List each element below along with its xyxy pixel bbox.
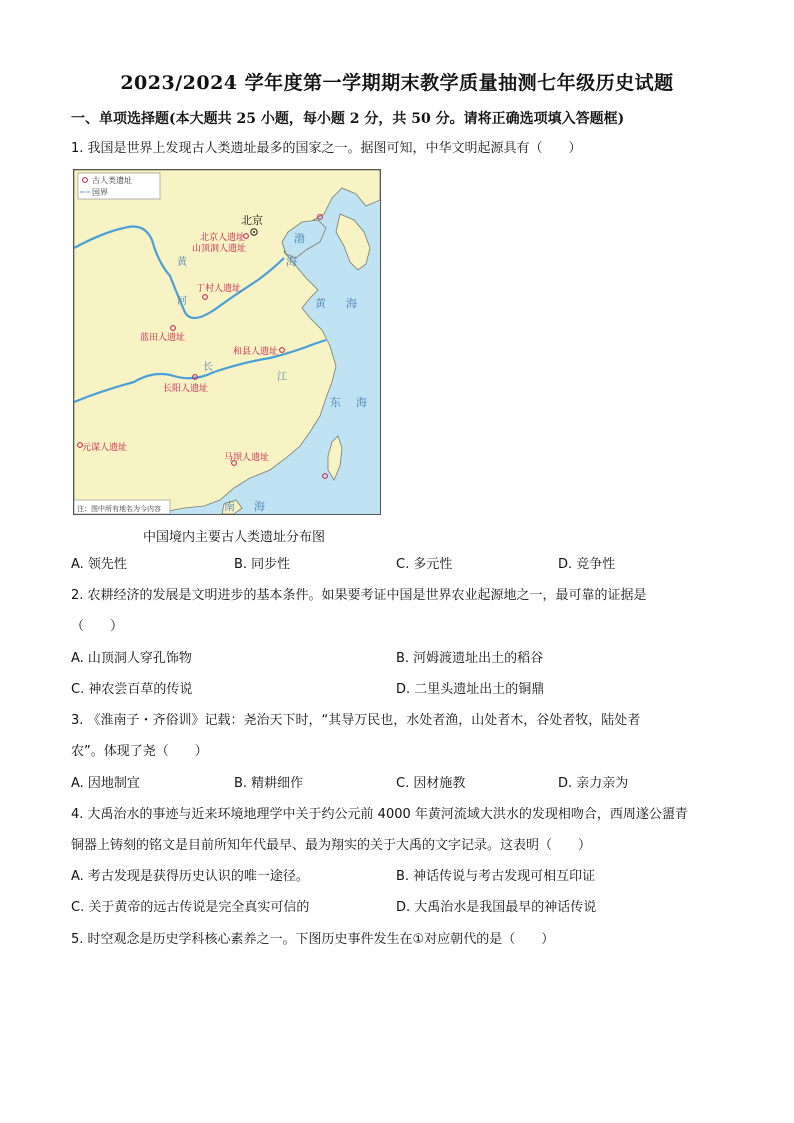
sea-label-yellow-2: 海 xyxy=(346,297,357,310)
q3-stem-cont: 农”。体现了尧（ ） xyxy=(71,744,208,759)
site-label-dingcun: 丁村人遗址 xyxy=(196,284,242,294)
sea-label-south-1: 南 xyxy=(224,500,235,513)
q2-option-d: D. 二里头遗址出土的铜鼎 xyxy=(396,682,545,697)
site-label-changyang: 长阳人遗址 xyxy=(163,384,209,394)
q1-stem: 1. 我国是世界上发现古人类遗址最多的国家之一。据图可知，中华文明起源具有（ ） xyxy=(71,141,582,156)
china-sites-map xyxy=(73,169,381,515)
river-label-huang: 黄 xyxy=(177,257,187,268)
q1-option-a: A. 领先性 xyxy=(71,557,127,572)
q2-option-c: C. 神农尝百草的传说 xyxy=(71,682,193,697)
q2-option-a: A. 山顶洞人穿孔饰物 xyxy=(71,651,192,666)
q2-stem-cont: （ ） xyxy=(71,619,124,634)
site-label-upper-cave: 山顶洞人遗址 xyxy=(192,244,247,254)
section-heading: 一、单项选择题(本大题共 25 小题，每小题 2 分，共 50 分。请将正确选项填入答题框) xyxy=(71,111,625,127)
sea-label-yellow-1: 黄 xyxy=(315,297,326,310)
site-label-hexian: 和县人遗址 xyxy=(233,347,279,357)
q3-stem: 3. 《淮南子・齐俗训》记载：尧治天下时，“其导万民也，水处者渔，山处者木，谷处者牧，陆处者 xyxy=(71,713,641,728)
q3-option-b: B. 精耕细作 xyxy=(234,776,304,791)
sea-label-bohai-hai: 海 xyxy=(286,255,297,268)
q5-stem: 5. 时空观念是历史学科核心素养之一。下图历史事件发生在①对应朝代的是（ ） xyxy=(71,932,555,947)
q4-option-c: C. 关于黄帝的远古传说是完全真实可信的 xyxy=(71,900,310,915)
river-label-chang: 长 xyxy=(203,362,213,373)
site-label-yuanmou: 元谋人遗址 xyxy=(82,443,128,453)
site-label-maba: 马坝人遗址 xyxy=(224,453,270,463)
q3-option-d: D. 亲力亲为 xyxy=(558,776,629,791)
q1-option-c: C. 多元性 xyxy=(396,557,453,572)
q3-option-a: A. 因地制宜 xyxy=(71,776,140,791)
site-label-lantian: 蓝田人遗址 xyxy=(140,333,186,343)
page-title: 2023/2024 学年度第一学期期末教学质量抽测七年级历史试题 xyxy=(120,72,674,94)
map-caption: 中国境内主要古人类遗址分布图 xyxy=(143,530,326,545)
sea-label-south-2: 海 xyxy=(254,500,265,513)
q4-stem-cont: 铜器上铸刻的铭文是目前所知年代最早、最为翔实的关于大禹的文字记录。这表明（ ） xyxy=(71,838,592,853)
q3-option-c: C. 因材施教 xyxy=(396,776,466,791)
river-label-jiang: 江 xyxy=(277,372,287,383)
q1-option-b: B. 同步性 xyxy=(234,557,291,572)
map-note: 注：图中所有地名为今内容 xyxy=(77,505,161,513)
q2-option-b: B. 河姆渡遗址出土的稻谷 xyxy=(396,651,544,666)
q1-option-d: D. 竞争性 xyxy=(558,557,616,572)
site-label-beijing-man: 北京人遗址 xyxy=(200,233,246,243)
q4-option-a: A. 考古发现是获得历史认识的唯一途径。 xyxy=(71,869,309,884)
q4-option-d: D. 大禹治水是我国最早的神话传说 xyxy=(396,900,597,915)
q2-stem: 2. 农耕经济的发展是文明进步的基本条件。如果要考证中国是世界农业起源地之一，最可靠的证据是 xyxy=(71,588,647,603)
river-label-he: 河 xyxy=(177,296,187,307)
q4-stem: 4. 大禹治水的事迹与近来环境地理学中关于约公元前 4000 年黄河流域大洪水的发现相吻合，西周遂公盨青 xyxy=(71,807,688,822)
legend-site-label: 古人类遗址 xyxy=(92,176,132,185)
q4-option-b: B. 神话传说与考古发现可相互印证 xyxy=(396,869,596,884)
sea-label-east-2: 海 xyxy=(356,396,367,409)
sea-label-bo: 渤 xyxy=(294,232,305,245)
legend-border-label: 国界 xyxy=(92,188,108,197)
sea-label-east-1: 东 xyxy=(330,396,341,409)
beijing-label: 北京 xyxy=(241,214,263,227)
